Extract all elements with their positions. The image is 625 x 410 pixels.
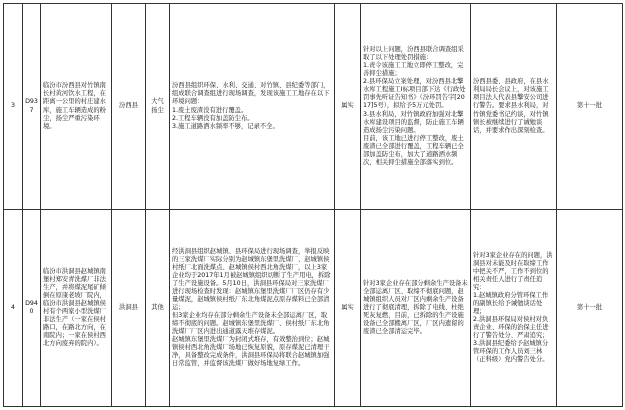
findings-text: 经洪洞县组织赵城镇、县环保局进行现场调查，举报反映的三家洗煤厂实际分别为赵城镇东堡里洗煤厂、赵城镇侯村纸厂北面洗煤点、赵城镇侯村西北角洗煤厂，以上3家企业均于2017年1月被赵城镇组织切断了生产用电，拆除了生产设施设备。5月10日，洪洞县环保局对三家洗煤厂进行现场检查时发现：赵城镇东堡里洗煤厂厂区仍存有少量煤泥，赵城镇侯村纸厂东北角煤泥点原存煤料已全部清运； 但3家企业均存在部分剩余生产设备未全部运离厂区，取缔不彻底的问题。赵城镇东堡里洗煤厂、侯村纸厂东北角洗煤厂厂区内进出通道露天堆存煤泥。 赵城镇东堡里洗煤厂为封闭式堆存，有效整治到位；赵城镇侯村西北角洗煤厂场地已恢复原貌，原存煤泥已清理干净，具备整改完成条件，洪洞县环保局将联合赵城镇加强日常监管，并监督该洗煤厂做好场地复绿工作。 (172, 247, 331, 368)
case-code: D937 (23, 4, 41, 210)
case-code: D940 (23, 210, 41, 407)
measures-text: 针对以上问题，汾西县联合调查组采取了以下处理处罚措施： 1.责令该施工工地立即停工整改，完善抑尘措施； 2.县环保局立案处理，对汾西县北擎水库工程施工Ⅰ标项目部下达《行政处罚事先听证告知书》（汾环罚告字[2017]5号），拟给予5万元处罚。 3.县水利局，对竹镇政府加强对北擎水库建设项目的监督，防止施工车辆造成扬尘污染问题。 目前，该工地已进行停工整改，废土废渣已全部进行覆盖，工程车辆已全部加盖防尘布，加大了道路洒水频次，相关抑尘措施全部落实到位。 (363, 46, 466, 166)
batch-label: 第十一批 (557, 4, 623, 210)
verdict: 属实 (335, 4, 361, 210)
investigation-findings (170, 4, 335, 210)
accountability-text: 针对3家企业存在的问题，洪洞县对未能及时在取缔工作中把关不严，工作不到位的相关责任人进行了责任追究： 1.赵城镇政府分管环保工作的副镇长给予诫勉谈话处理； 2.洪洞县环保局对侯村对负责企业、环保的治保主任进行了警告处分、严肃追究； 3.洪洞县纪委给予赵城镇分管环保的工作人员刘三林（正科级）党内警告处分。 (473, 251, 553, 364)
verdict: 属实 (335, 210, 361, 407)
batch-label: 第十一批 (557, 210, 623, 407)
measures-text: 针对3家企业存在部分剩余生产设备未全部运离厂区、取缔不彻底问题，赵城镇组织人员对厂区内剩余生产设备进行了彻底清理，拆除了电线、杜绝死灰复燃，目前，已拆除的生产设施设备已全部搬离厂区，厂区内遗留的废渣已全部清运完毕。 (363, 279, 468, 336)
pollution-category (146, 4, 170, 210)
row-index: 4 (4, 210, 23, 407)
accountability-text: 汾西县委、县政府，在县水利局局长会议上，对该施工项目法人代表县擎安公司进行警告。要求县水利局，对竹镇党委书记约谈，对竹镇镇长被继续进行了诫勉谈话，并要求作出深刻检查。 (473, 78, 549, 134)
accountability (471, 210, 557, 407)
complaint-content: 临汾市汾西县对竹镇南长村黄河饮水工程，在距离一公里的村庄建水库，施工车辆造成的粉尘，扬尘严重污染环境。 (41, 4, 112, 210)
complaint-table (3, 3, 623, 407)
category-text: 大气 扬尘 (151, 98, 164, 114)
accountability (471, 4, 557, 210)
rectification-measures (361, 210, 471, 407)
table-row (4, 210, 623, 407)
investigation-findings (170, 210, 335, 407)
county-name: 汾西县 (112, 4, 146, 210)
county-name: 洪洞县 (112, 210, 146, 407)
complaint-content: 临汾市洪洞县赵城镇南堡村郑安青洗煤厂非法生产，并将煤泥尾矿倾倒在原康老坡厂院内，临汾市洪洞县赵城镇侯村有个两家小型洗煤厂非法生产（一家在侯村路口，在路北方向，在南院内；一家在侯村西北方向废弃的院内）。 (41, 210, 112, 407)
table-row (4, 4, 623, 210)
rectification-measures (361, 4, 471, 210)
pollution-category (146, 210, 170, 407)
category-text: 其他 (151, 303, 164, 311)
row-index: 3 (4, 4, 23, 210)
findings-text: 汾西县组织环保、水利、交通、对竹镇、县纪委等部门，组成联合调查组进行现场调查，发现该施工工地存在以下环境问题： 1.废土废渣没有进行覆盖。 2.工程车辆没有加盖防尘布。 3.施工道路洒水频率不够，记录不全。 (172, 82, 330, 130)
